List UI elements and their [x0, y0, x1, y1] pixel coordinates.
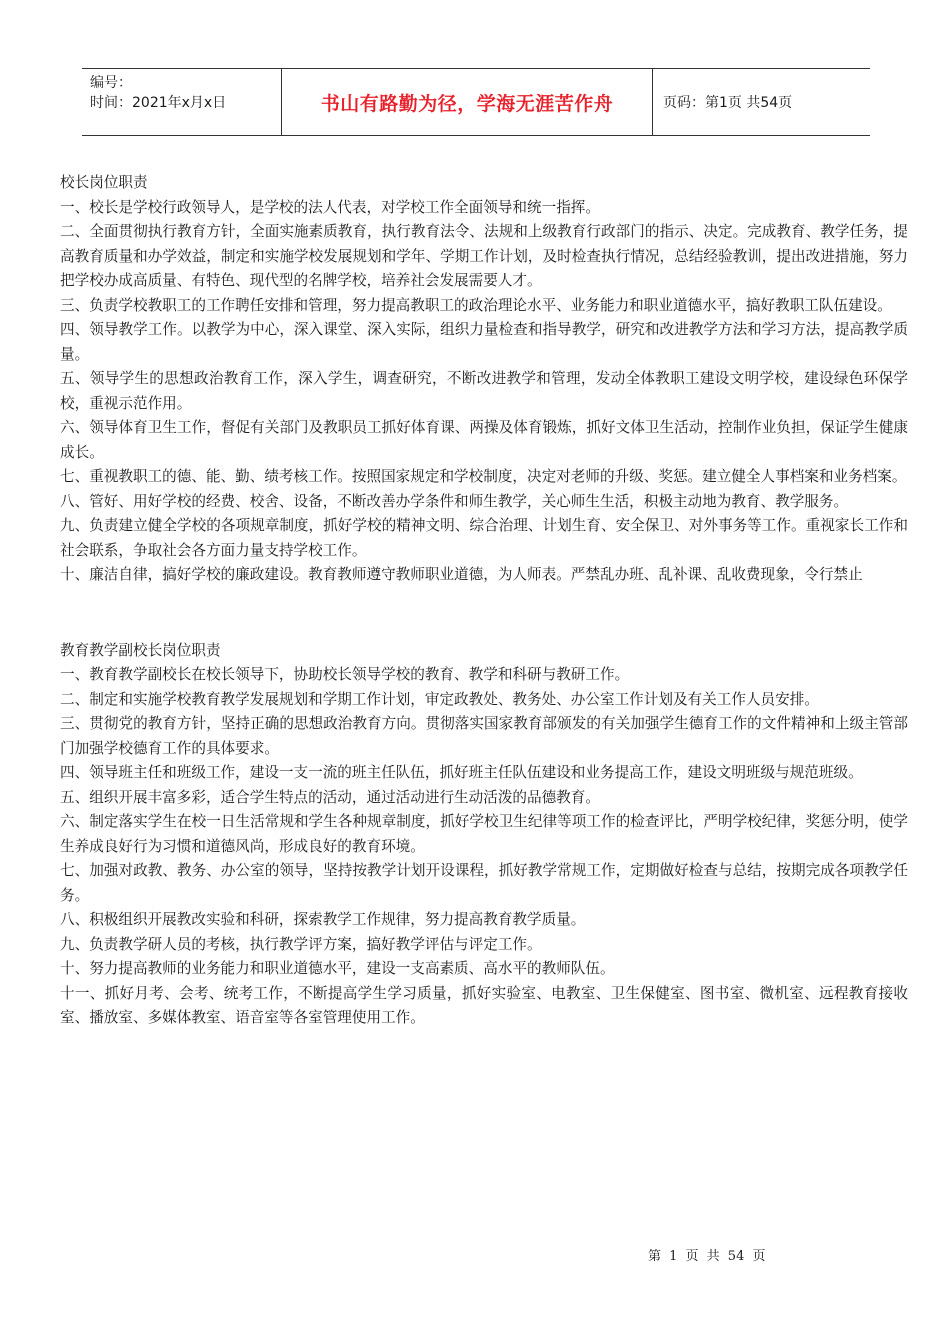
header-page-info: 页码：第1页 共54页 [663, 95, 793, 111]
document-body [60, 171, 908, 1031]
duty-paragraph: 七、重视教职工的德、能、勤、绩考核工作。按照国家规定和学校制度，决定对老师的升级、奖惩。建立健全人事档案和业务档案。 [60, 468, 907, 485]
duty-paragraph: 九、负责教学研人员的考核，执行教学评方案，搞好教学评估与评定工作。 [60, 935, 542, 953]
duty-paragraph: 六、领导体育卫生工作，督促有关部门及教职员工抓好体育课、两操及体育锻炼，抓好文体卫生活动，控制作业负担，保证学生健康成长。 [60, 419, 908, 461]
duty-paragraph: 一、教育教学副校长在校长领导下，协助校长领导学校的教育、教学和科研与教研工作。 [60, 666, 630, 683]
duty-paragraph: 二、全面贯彻执行教育方针，全面实施素质教育，执行教育法令、法规和上级教育行政部门的指示、决定。完成教育、教学任务，提高教育质量和办学效益，制定和实施学校发展规划和学年、学期工作计划，及时检查执行情况，总结经验教训，提出改进措施，努力把学校办成高质量、有特色、现代型的名牌学校，培养社会发展需要人才。 [60, 223, 908, 289]
duty-paragraph: 八、管好、用好学校的经费、校舍、设备，不断改善办学条件和师生教学，关心师生生活，积极主动地为教育、教学服务。 [60, 492, 849, 510]
document-date: 时间：2021年x月x日 [90, 95, 227, 111]
duty-paragraph: 四、领导班主任和班级工作，建设一支一流的班主任队伍，抓好班主任队伍建设和业务提高工作，建设文明班级与规范班级。 [60, 764, 863, 781]
duty-paragraph: 十一、抓好月考、会考、统考工作，不断提高学生学习质量，抓好实验室、电教室、卫生保健室、图书室、微机室、远程教育接收室、播放室、多媒体教室、语音室等各室管理使用工作。 [60, 984, 908, 1026]
section-spacer [60, 588, 908, 639]
duty-paragraph: 十、努力提高教师的业务能力和职业道德水平，建设一支高素质、高水平的教师队伍。 [60, 960, 615, 977]
duty-paragraph: 八、积极组织开展教改实验和科研，探索教学工作规律，努力提高教育教学质量。 [60, 911, 586, 928]
duty-paragraph: 五、组织开展丰富多彩，适合学生特点的活动，通过活动进行生动活泼的品德教育。 [60, 788, 600, 806]
section-principal-duties [60, 196, 908, 588]
header-meta [82, 69, 282, 135]
section-title-principal: 校长岗位职责 [60, 174, 148, 191]
header-table [82, 68, 870, 136]
duty-paragraph: 六、制定落实学生在校一日生活常规和学生各种规章制度，抓好学校卫生纪律等项工作的检查评比，严明学校纪律，奖惩分明，使学生养成良好行为习惯和道德风尚，形成良好的教育环境。 [60, 813, 908, 855]
duty-paragraph: 一、校长是学校行政领导人，是学校的法人代表，对学校工作全面领导和统一指挥。 [60, 198, 600, 216]
document-number: 编号： [90, 75, 132, 91]
section-title-vice-principal: 教育教学副校长岗位职责 [60, 641, 221, 659]
duty-paragraph: 十、廉洁自律，搞好学校的廉政建设。教育教师遵守教师职业道德，为人师表。严禁乱办班、乱补课、乱收费现象，令行禁止 [60, 566, 863, 583]
header-motto: 书山有路勤为径，学海无涯苦作舟 [282, 69, 653, 135]
duty-paragraph: 七、加强对政教、教务、办公室的领导，坚持按教学计划开设课程，抓好教学常规工作，定期做好检查与总结，按期完成各项教学任务。 [60, 862, 908, 904]
duty-paragraph: 四、领导教学工作。以教学为中心，深入课堂、深入实际，组织力量检查和指导教学，研究和改进教学方法和学习方法，提高教学质量。 [60, 321, 908, 363]
page-footer: 第 1 页 共 54 页 [648, 1249, 766, 1264]
duty-paragraph: 九、负责建立健全学校的各项规章制度，抓好学校的精神文明、综合治理、计划生育、安全保卫、对外事务等工作。重视家长工作和社会联系，争取社会各方面力量支持学校工作。 [60, 517, 908, 559]
duty-paragraph: 三、贯彻党的教育方针，坚持正确的思想政治教育方向。贯彻落实国家教育部颁发的有关加强学生德育工作的文件精神和上级主管部门加强学校德育工作的具体要求。 [60, 715, 908, 757]
duty-paragraph: 三、负责学校教职工的工作聘任安排和管理，努力提高教职工的政治理论水平、业务能力和职业道德水平，搞好教职工队伍建设。 [60, 296, 892, 314]
duty-paragraph: 五、领导学生的思想政治教育工作，深入学生，调查研究，不断改进教学和管理，发动全体教职工建设文明学校，建设绿色环保学校，重视示范作用。 [60, 370, 908, 412]
section-vice-principal-duties [60, 663, 908, 1031]
duty-paragraph: 二、制定和实施学校教育教学发展规划和学期工作计划，审定政教处、教务处、办公室工作计划及有关工作人员安排。 [60, 690, 819, 708]
